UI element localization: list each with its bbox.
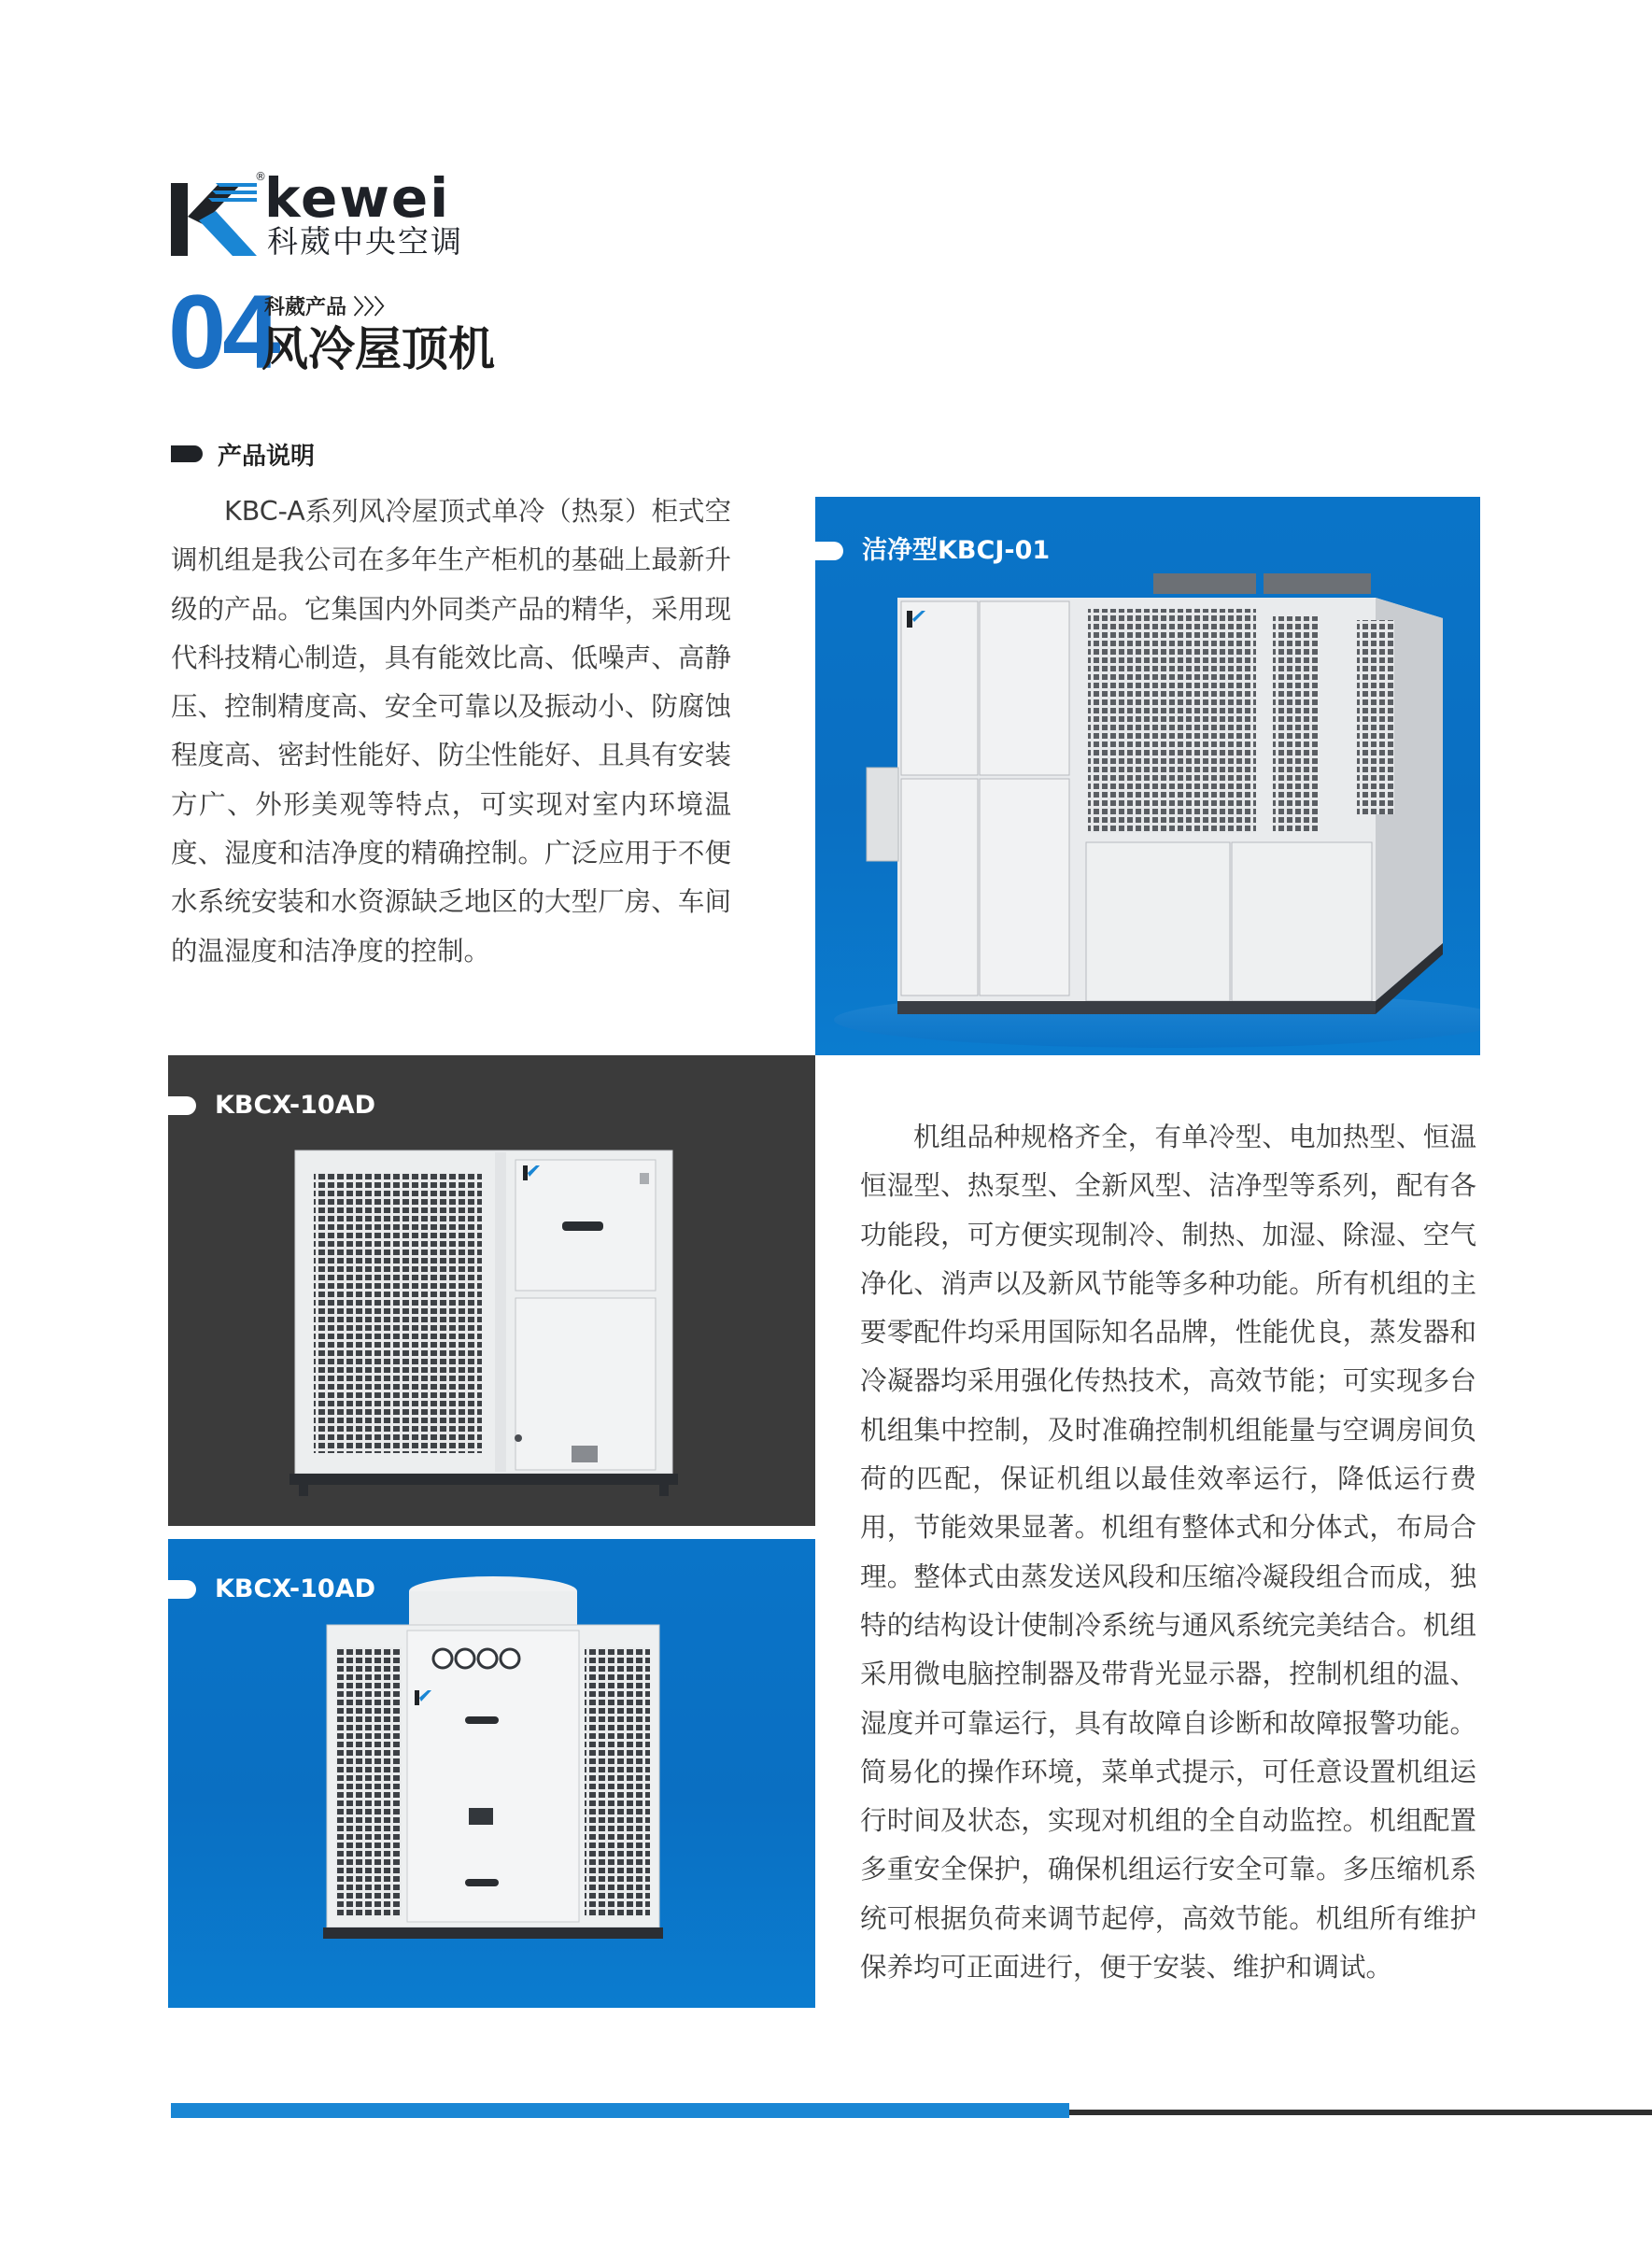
features-paragraph: 机组品种规格齐全，有单冷型、电加热型、恒温恒湿型、热泵型、全新风型、洁净型等系列，配有各功能段，可方便实现制冷、制热、加湿、除湿、空气净化、消声以及新风节能等多种功能。所有机组的主要零配件均采用国际知名品牌，性能优良，蒸发器和冷凝器均采用强化传热技术，高效节能；可实现多台机组集中控制，及时准确控制机组能量与空调房间负荷的匹配，保证机组以最佳效率运行，降低运行费用，节能效果显著。机组有整体式和分体式，布局合理。整体式由蒸发送风段和压缩冷凝段组合而成，独特的结构设计使制冷系统与通风系统完美结合。机组采用微电脑控制器及带背光显示器，控制机组的温、湿度并可靠运行，具有故障自诊断和故障报警功能。简易化的操作环境，菜单式提示，可任意设置机组运行时间及状态，实现对机组的全自动监控。机组配置多重安全保护，确保机组运行安全可靠。多压缩机系统可根据负荷来调节起停，高效节能。机组所有维护保养均可正面进行，便于安装、维护和调试。: [860, 1122, 1476, 1984]
footer-bar-blue: [171, 2103, 1069, 2118]
description-heading-label: 产品说明: [218, 443, 316, 471]
product-panel-kbcx-dark: [168, 1055, 815, 1526]
heading-marker-icon: [171, 445, 203, 462]
section-kicker: 科葳产品 〉〉〉: [264, 296, 395, 319]
rooftop-unit-kbcx-image: [168, 1055, 815, 1526]
product-label-kbcj: 洁净型KBCJ-01: [862, 536, 1051, 565]
brand-subtitle: 科葳中央空调: [267, 223, 463, 260]
kewei-logo-icon: [171, 176, 257, 256]
product-panel-kbcj: [815, 497, 1480, 1055]
brand-name: kewei: [264, 166, 451, 230]
section-title: 风冷屋顶机: [261, 322, 495, 376]
product-panel-kbcx-blue: [168, 1539, 815, 2008]
tag-marker-icon: [168, 1096, 196, 1115]
tag-marker-icon: [815, 542, 843, 560]
rooftop-unit-kbcx-fan-image: [168, 1539, 815, 2008]
tag-marker-icon: [168, 1580, 196, 1599]
rooftop-unit-clean-image: [815, 497, 1480, 1055]
intro-paragraph: KBC-A系列风冷屋顶式单冷（热泵）柜式空调机组是我公司在多年生产柜机的基础上最新升级的产品。它集国内外同类产品的精华，采用现代科技精心制造，具有能效比高、低噪声、高静压、控制精度高、安全可靠以及振动小、防腐蚀程度高、密封性能好、防尘性能好、且具有安装方⼴、外形美观等特点，可实现对室内环境温度、湿度和洁净度的精确控制。广泛应用于不便水系统安装和水资源缺乏地区的大型厂房、车间的温湿度和洁净度的控制。: [171, 496, 731, 967]
section-number: 04: [168, 274, 277, 390]
product-label-kbcx-blue: KBCX-10AD: [215, 1574, 376, 1603]
footer-bar-dark: [1069, 2110, 1652, 2115]
brand-logo: [171, 168, 470, 261]
registered-mark: ®: [255, 170, 266, 183]
product-label-kbcx-dark: KBCX-10AD: [215, 1091, 376, 1120]
